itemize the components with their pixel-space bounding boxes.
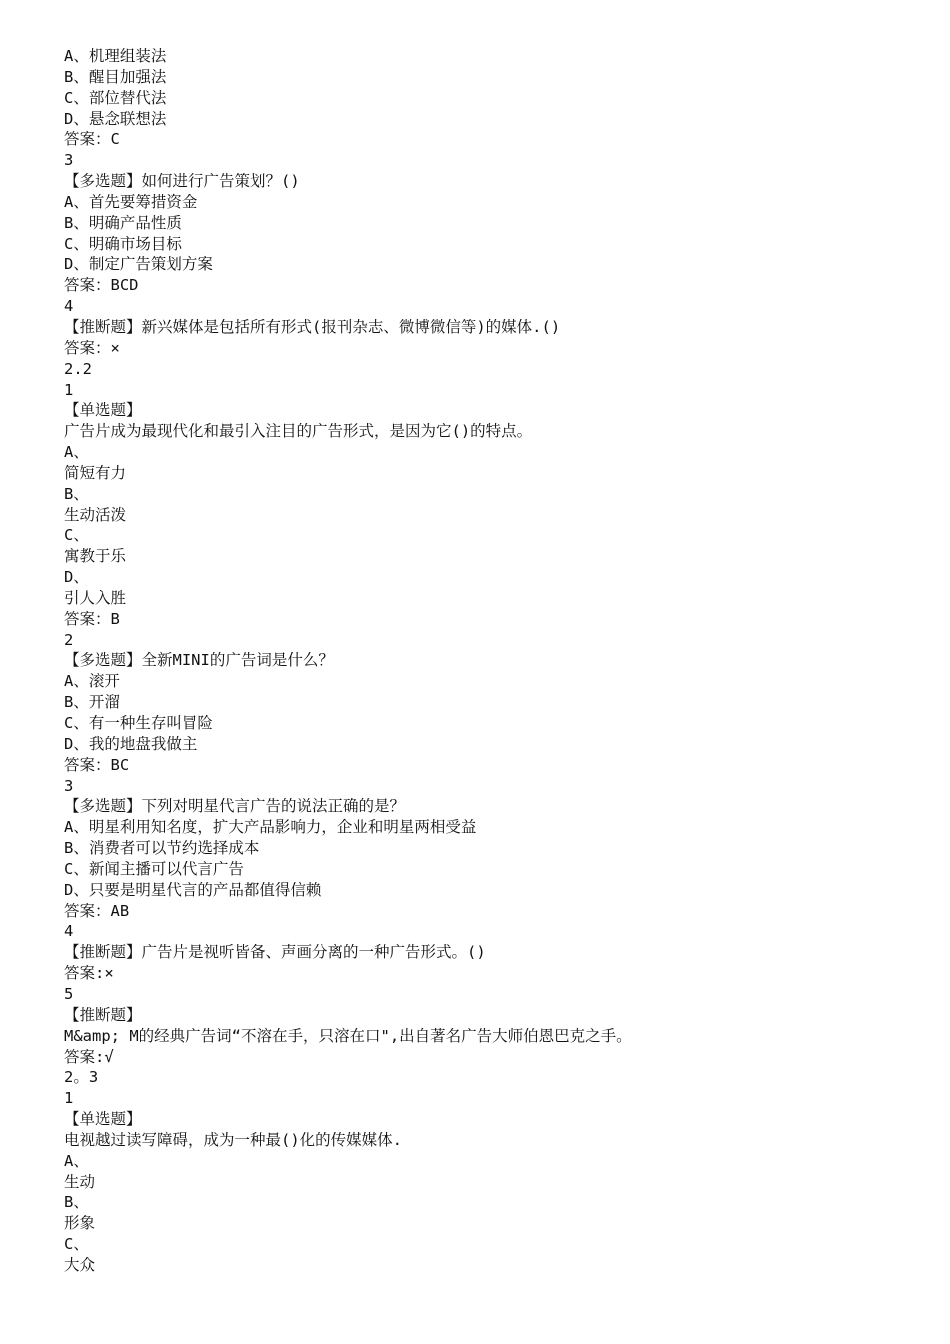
- text-line: C、部位替代法: [64, 88, 167, 107]
- text-line: A、: [64, 443, 89, 462]
- text-line: B、开溜: [64, 693, 120, 712]
- text-line: 答案:√: [64, 1047, 114, 1066]
- text-line: 3: [64, 776, 74, 795]
- text-line: 生动: [64, 1172, 96, 1191]
- text-line: 【单选题】: [64, 401, 142, 420]
- text-line: C、新闻主播可以代言广告: [64, 859, 244, 878]
- text-line: C、明确市场目标: [64, 234, 182, 253]
- text-line: 4: [64, 922, 74, 941]
- text-line: 答案：B: [64, 609, 120, 628]
- text-line: 寓教于乐: [64, 547, 127, 566]
- text-line: 【推断题】新兴媒体是包括所有形式(报刊杂志、微博微信等)的媒体.(): [64, 317, 561, 336]
- text-line: 5: [64, 984, 74, 1003]
- text-line: A、滚开: [64, 672, 120, 691]
- text-line: 1: [64, 380, 74, 399]
- text-line: 1: [64, 1089, 74, 1108]
- document-page: [64, 46, 924, 1276]
- text-line: 【多选题】如何进行广告策划？(): [64, 172, 300, 191]
- text-line: 【多选题】全新MINI的广告词是什么？: [64, 651, 334, 670]
- text-line: 答案：×: [64, 338, 120, 357]
- text-line: A、机理组装法: [64, 47, 167, 65]
- text-line: B、明确产品性质: [64, 213, 182, 232]
- text-line: 【推断题】广告片是视听皆备、声画分离的一种广告形式。(): [64, 943, 486, 962]
- text-line: B、: [64, 484, 89, 503]
- text-line: C、: [64, 1235, 89, 1254]
- text-line: 答案:×: [64, 964, 114, 983]
- text-line: 生动活泼: [64, 505, 127, 524]
- text-line: C、有一种生存叫冒险: [64, 714, 213, 732]
- text-line: D、我的地盘我做主: [64, 734, 198, 753]
- text-line: D、只要是明星代言的产品都值得信赖: [64, 880, 322, 899]
- text-line: 简短有力: [64, 463, 127, 482]
- text-line: 引人入胜: [64, 588, 127, 607]
- text-line: A、明星利用知名度，扩大产品影响力，企业和明星两相受益: [64, 818, 477, 837]
- text-line: B、消费者可以节约选择成本: [64, 839, 260, 858]
- text-line: 答案：BCD: [64, 276, 139, 295]
- text-line: 2.2: [64, 359, 92, 378]
- text-line: 【推断题】: [64, 1005, 142, 1024]
- text-line: B、醒目加强法: [64, 67, 167, 86]
- text-line: 3: [64, 151, 74, 170]
- text-line: 【多选题】下列对明星代言广告的说法正确的是？: [64, 797, 406, 816]
- text-line: D、悬念联想法: [64, 109, 167, 128]
- text-line: 答案：AB: [64, 901, 130, 920]
- text-line: 4: [64, 297, 74, 316]
- text-line: 2: [64, 630, 74, 649]
- text-line: 电视越过读写障碍，成为一种最()化的传媒媒体.: [64, 1130, 402, 1149]
- text-line: 答案：BC: [64, 755, 130, 774]
- text-line: D、制定广告策划方案: [64, 255, 213, 274]
- text-line: B、: [64, 1193, 89, 1212]
- text-line: D、: [64, 568, 89, 587]
- text-line: 形象: [64, 1214, 96, 1233]
- text-line: 广告片成为最现代化和最引入注目的广告形式，是因为它()的特点。: [64, 422, 533, 441]
- text-line: C、: [64, 526, 89, 545]
- text-line: 大众: [64, 1255, 96, 1274]
- text-line: A、: [64, 1151, 89, 1170]
- text-line: 答案：C: [64, 130, 120, 149]
- text-line: M&amp; M的经典广告词“不溶在手，只溶在口",出自著名广告大师伯恩巴克之手。: [64, 1026, 632, 1045]
- text-line: A、首先要筹措资金: [64, 192, 198, 211]
- text-line: 【单选题】: [64, 1110, 142, 1129]
- text-line: 2。3: [64, 1068, 99, 1087]
